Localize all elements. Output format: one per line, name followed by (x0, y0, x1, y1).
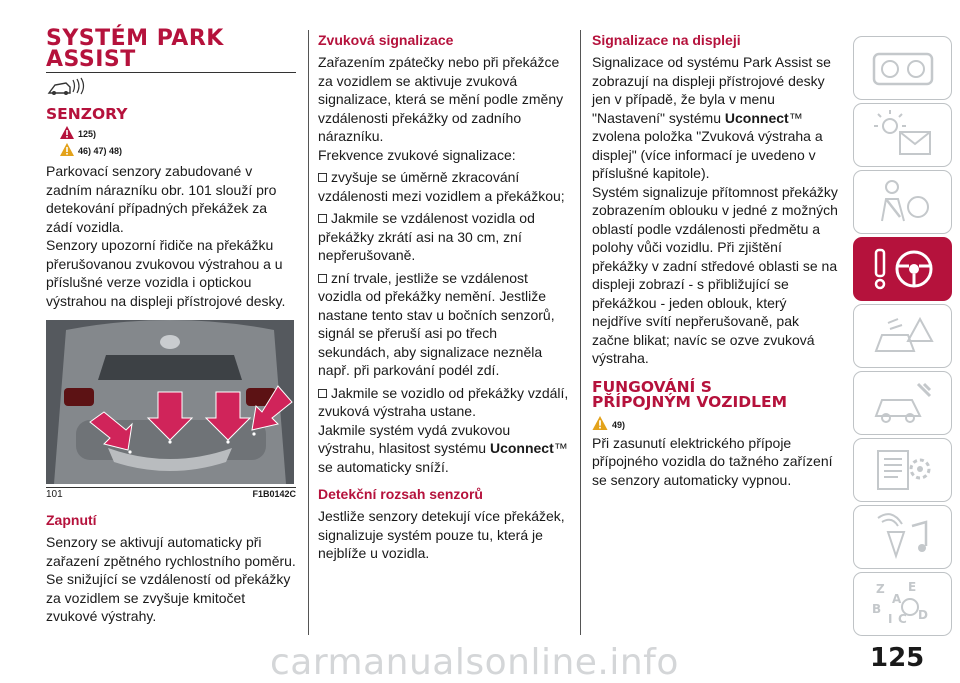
bullet-item: zvyšuje se úměrně zkracování vzdálenosti mezi vozidlem a překážkou; (318, 169, 565, 204)
section-heading-display: Signalizace na displeji (592, 32, 741, 48)
svg-text:A: A (891, 592, 901, 606)
checkbox-bullet-icon (318, 214, 327, 223)
checkbox-bullet-icon (318, 173, 327, 182)
paragraph: Zařazením zpátečky nebo při překážce za vozidlem se aktivuje zvuková signalizace, která se mění podle změny vzdálenosti překážky od zadního nárazníku. (318, 54, 564, 144)
paragraph: Signalizace od systému Park Assist se zobrazují na displeji přístrojové desky jen v případě, že byla v menu "Nastavení" systému Uconnect™ zvolena položka "Zvuková výstraha a displej" (více informací je uvedeno v příslušné kapitole). (592, 54, 831, 181)
caution-triangle-icon (592, 416, 608, 430)
paragraph: Senzory upozorní řidiče na překážku přerušovanou zvukovou výstrahou a u příslušné verze vozidla i optickou výstrahou na displeji přístrojové desky. (46, 237, 286, 309)
figure-code: F1B0142C (252, 489, 296, 499)
bullet-item: Jakmile se vozidlo od překážky vzdálí, zvuková výstraha ustane. (318, 384, 569, 419)
technical-data-icon (868, 445, 938, 495)
warning-note (592, 416, 840, 430)
watermark: carmanualsonline.info (270, 642, 679, 683)
tab-safety[interactable] (853, 170, 952, 234)
park-assist-icon (46, 77, 296, 97)
paragraph: Systém signalizuje přítomnost překážky zobrazením oblouku v jedné z možných oblastí podle vzdálenosti předmětu a polohy vůči vozidlu. Při zjištění překážky v zadní středové oblasti se na displeji zobrazí - s přibližující se překážkou - jeden oblouk, který nejdříve svítí nepřerušovaně, pak začne blikat; navíc se ozve zvuková výstraha. (592, 183, 838, 366)
column-divider (580, 30, 581, 635)
warning-refs: 49) (612, 419, 626, 430)
warning-refs: 125) (78, 129, 97, 139)
tab-starting-driving[interactable] (853, 237, 952, 301)
paragraph: Při zasunutí elektrického přípoje přípojného vozidla do tažného zařízení se senzory automaticky vypnou. (592, 434, 833, 488)
bullet-item: zní trvale, jestliže se vzdálenost vozidla od překážky nemění. Jestliže nastane tento stav u bočních senzorů, signál se přeruší asi po třech sekundách, aby signalizace nezněla např. při parkování podél zdí. (318, 269, 555, 378)
title-underline (46, 72, 296, 73)
tab-dashboard[interactable] (853, 36, 952, 100)
section-heading-sound: Zvuková signalizace (318, 32, 454, 48)
paragraph: Frekvence zvukové signalizace: (318, 146, 516, 163)
column-divider (308, 30, 309, 635)
alphabet-index-icon (868, 579, 938, 629)
paragraph: Jakmile systém vydá zvukovou výstrahu, hlasitost systému Uconnect™ se automaticky sníží. (318, 421, 568, 475)
caution-triangle-icon (60, 143, 74, 156)
column-2 (318, 28, 570, 563)
page-number: 125 (870, 643, 925, 673)
maintenance-car-icon (868, 378, 938, 428)
tab-lights-messages[interactable] (853, 103, 952, 167)
svg-text:Z: Z (875, 582, 885, 596)
tab-multimedia[interactable] (853, 505, 952, 569)
figure-number: 101 (46, 489, 63, 500)
svg-text:D: D (917, 608, 928, 622)
paragraph: Parkovací senzory zabudované v zadním nárazníku obr. 101 slouží pro detekování případných překážek za zádí vozidla. (46, 163, 277, 235)
tab-index[interactable] (853, 572, 952, 636)
svg-text:I: I (887, 612, 892, 626)
svg-text:E: E (907, 580, 916, 594)
warning-refs: 46) 47) 48) (78, 146, 123, 156)
paragraph: Senzory se aktivují automaticky při zařazení zpětného rychlostního poměru. Se snižující se vzdáleností od překážky za vozidlem se zvyšuje kmitočet zvukové výstrahy. (46, 534, 296, 624)
steering-wheel-key-icon (868, 244, 938, 294)
multimedia-icon (868, 512, 938, 562)
page-title: SYSTÉM PARK ASSIST (46, 26, 224, 72)
section-heading-zapnuti: Zapnutí (46, 512, 97, 528)
section-heading-sensors: SENZORY (46, 105, 128, 123)
seatbelt-airbag-icon (868, 177, 938, 227)
section-heading-trailer: FUNGOVÁNÍ S PŘÍPOJNÝM VOZIDLEM (592, 377, 788, 411)
rear-bumper-sensor-photo (46, 320, 294, 484)
column-3 (592, 28, 840, 489)
figure-caption (46, 487, 296, 500)
dashboard-icon (868, 46, 938, 90)
warning-note (60, 126, 296, 139)
warning-triangle-icon (60, 126, 74, 139)
emergency-car-icon (868, 311, 938, 361)
section-heading-range: Detekční rozsah senzorů (318, 486, 483, 502)
paragraph: Jestliže senzory detekují více překážek, signalizuje systém pouze tu, která je nejblíže u vozidla. (318, 508, 565, 561)
svg-text:B: B (871, 602, 881, 616)
bullet-item: Jakmile se vzdálenost vozidla od překážky zkrátí asi na 30 cm, zní nepřerušovaně. (318, 210, 535, 263)
checkbox-bullet-icon (318, 389, 327, 398)
tab-emergency[interactable] (853, 304, 952, 368)
tab-technical-data[interactable] (853, 438, 952, 502)
warning-note (60, 143, 296, 156)
checkbox-bullet-icon (318, 274, 327, 283)
warning-lights-icon (868, 110, 938, 160)
svg-text:C: C (897, 612, 907, 626)
tab-maintenance[interactable] (853, 371, 952, 435)
column-1 (46, 28, 296, 626)
